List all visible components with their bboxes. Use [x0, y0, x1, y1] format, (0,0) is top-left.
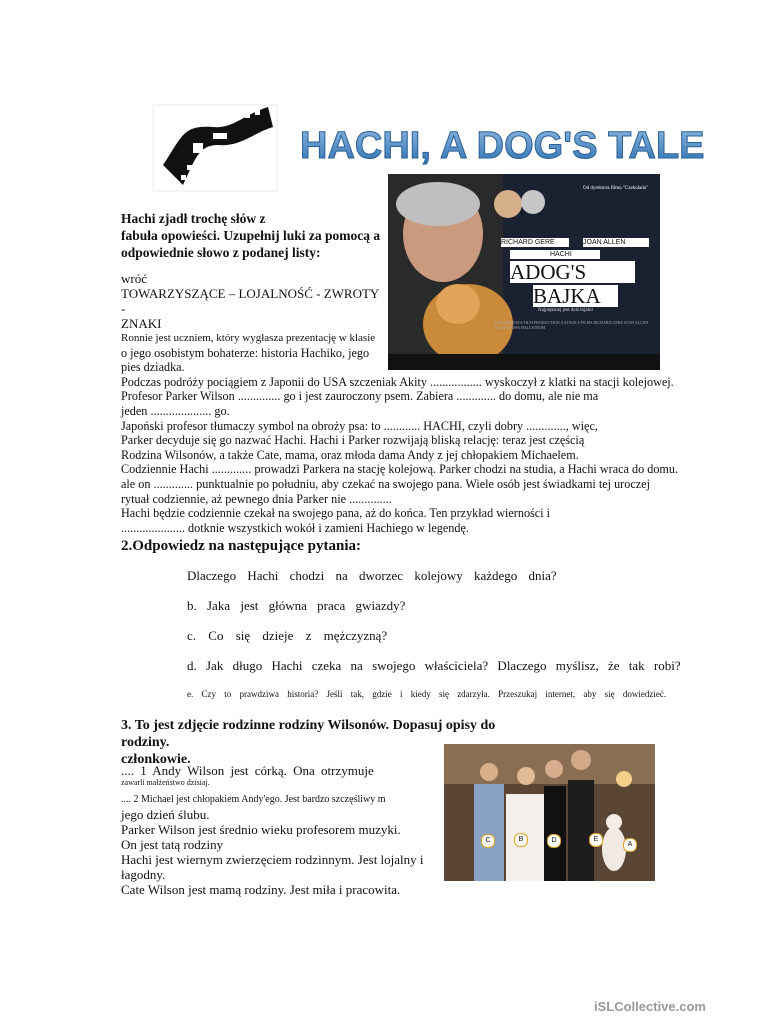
exercise-1-instruction	[121, 210, 391, 261]
story-line: ..................... dotknie wszystkich wokół i zamieni Hachiego w legendę.	[121, 520, 469, 535]
story-line: ale on ............. punktualnie po południu, aby czekać na swojego pana. Wiele osób jest świadkami tej uroczej	[121, 476, 650, 491]
description-2: .... 2 Michael jest chłopakiem Andy'ego. Jest bardzo szczęśliwy m	[121, 794, 386, 805]
description-1-cont: zawarli małżeństwo dzisiaj.	[121, 778, 210, 787]
instruction-line: Hachi zjadł trochę słów z	[121, 211, 266, 226]
family-photo	[444, 744, 655, 881]
photo-label-b: B	[514, 833, 528, 847]
photo-label-a: A	[623, 838, 637, 852]
description-4-cont: łagodny.	[121, 867, 166, 882]
page-title-text: HACHI, A DOG'S TALE	[300, 125, 705, 167]
poster-actor-2: JOAN ALLEN	[583, 238, 649, 247]
word-list-line: wróć	[121, 271, 147, 286]
photo-label-c: C	[481, 834, 495, 848]
word-list-line: TOWARZYSZĄCE – LOJALNOŚĆ - ZWROTY -	[121, 286, 379, 316]
word-list-line: ZNAKI	[121, 316, 162, 331]
story-line: jeden .................... go.	[121, 403, 230, 418]
question-d: d. Jak długo Hachi czeka na swojego właściciela? Dlaczego myślisz, że tak robi?	[187, 658, 681, 673]
story-line: Parker decyduje się go nazwać Hachi. Hachi i Parker rozwijają bliską relację: teraz jest częścią	[121, 433, 585, 448]
description-3-cont: On jest tatą rodziny	[121, 837, 224, 852]
poster-credits: A INTERMEDIA FILM PRODUCTION A STAGE 6 FILMS RICHARD GERE JOAN ALLEN HACHI LASSE HALLSTROM	[494, 320, 649, 330]
poster-tagline: Od dyrektora filmu "Czekolada"	[583, 186, 649, 191]
story-line: Rodzina Wilsonów, a także Cate, mama, oraz młoda dama Andy z jej chłopakiem Michaelem.	[121, 447, 579, 462]
story-line: Hachi będzie codziennie czekał na swojego pana, aż do końca. Ten przykład wierności i	[121, 506, 551, 521]
description-4: Hachi jest wiernym zwierzęciem rodzinnym. Jest lojalny i	[121, 852, 424, 867]
story-line: rytuał codziennie, aż pewnego dnia Parker nie ..............	[121, 491, 392, 506]
film-strip-image	[153, 105, 277, 191]
story-line: Ronnie jest uczniem, który wygłasza prezentację w klasie	[121, 332, 376, 344]
page-title	[296, 112, 705, 172]
description-1: .... 1 Andy Wilson jest córką. Ona otrzymuje	[121, 763, 374, 778]
story-line: o jego osobistym bohaterze: historia Hachiko, jego	[121, 345, 370, 360]
story-line: Profesor Parker Wilson .............. go i jest zauroczony psem. Zabiera ............. do domu, ale nie ma	[121, 389, 599, 404]
story-line: Codziennie Hachi ............. prowadzi Parkera na stację kolejową. Parker chodzi na studia, a Hachi wraca do domu.	[121, 462, 679, 477]
description-5: Cate Wilson jest mamą rodziny. Jest miła i pracowita.	[121, 882, 401, 897]
instruction-line: fabuła opowieści. Uzupełnij luki za pomocą a	[121, 228, 381, 243]
story-line: Podczas podróży pociągiem z Japonii do USA szczeniak Akity ................. wyskoczył z klatki na stacji kolejowej.	[121, 374, 674, 389]
heading-line: członkowie.	[121, 752, 191, 767]
poster-actor-1: RICHARD GERE	[501, 238, 569, 247]
footer-watermark: iSLCollective.com	[594, 999, 706, 1014]
question-c: c. Co się dzieje z mężczyzną?	[187, 628, 388, 643]
story-gap-fill-text	[121, 331, 681, 535]
story-line: Japoński profesor tłumaczy symbol na obroży psa: to ............ HACHI, czyli dobry ............., więc,	[121, 418, 598, 433]
poster-title-line-2: BAJKA	[533, 285, 618, 307]
question-b: b. Jaka jest główna praca gwiazdy?	[187, 598, 406, 613]
instruction-line: odpowiednie słowo z podanej listy:	[121, 245, 321, 260]
poster-title-line-1: ADOG'S	[510, 261, 635, 283]
photo-label-e: E	[589, 833, 603, 847]
description-2-cont: jego dzień ślubu.	[121, 807, 210, 822]
family-descriptions	[121, 763, 443, 897]
photo-label-d: D	[547, 834, 561, 848]
question-e: e. Czy to prawdziwa historia? Jeśli tak, gdzie i kiedy się zdarzyła. Przeszukaj internet, aby się dowiedzieć.	[187, 689, 667, 699]
heading-line: 3. To jest zdjęcie rodzinne rodziny Wilsonów. Dopasuj opisy do rodziny.	[121, 718, 496, 750]
word-list	[121, 271, 383, 331]
poster-subtitle: Najpiękniej jest dziś lojalni	[538, 308, 593, 313]
exercise-2-heading: 2.Odpowiedz na następujące pytania:	[121, 538, 362, 554]
story-line: pies dziadka.	[121, 360, 185, 375]
description-3: Parker Wilson jest średnio wieku profesorem muzyki.	[121, 822, 401, 837]
poster-movie: HACHI	[510, 250, 600, 259]
question-a: Dlaczego Hachi chodzi na dworzec kolejowy każdego dnia?	[187, 568, 557, 583]
